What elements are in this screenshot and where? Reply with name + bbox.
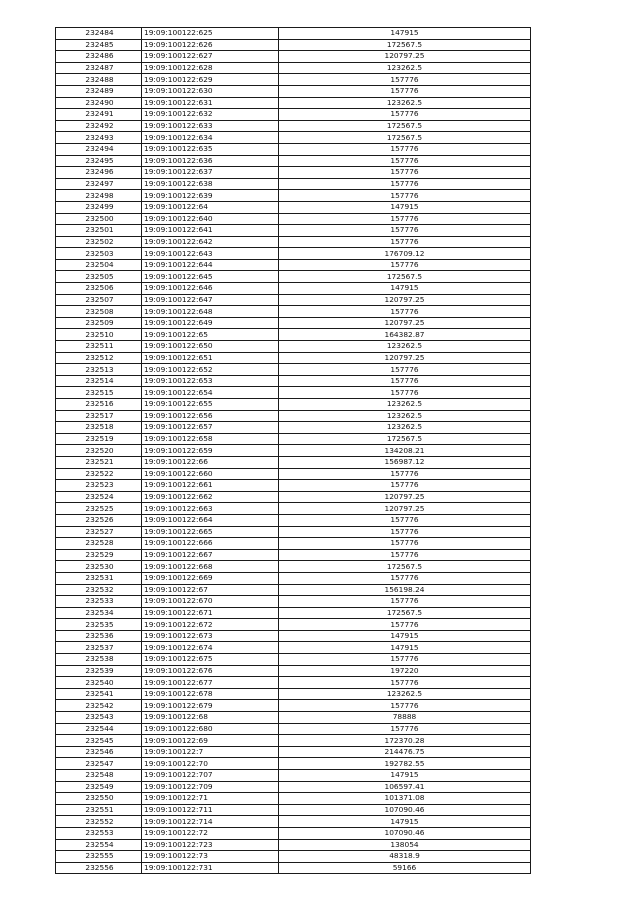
record-id-cell: 232550	[56, 793, 142, 805]
amount-cell: 120797.25	[279, 294, 531, 306]
cadastral-number-cell: 19:09:100122:68	[142, 712, 279, 724]
table-row	[56, 503, 531, 515]
cadastral-number-cell: 19:09:100122:67	[142, 584, 279, 596]
record-id-cell: 232528	[56, 538, 142, 550]
amount-cell: 172370.28	[279, 735, 531, 747]
cadastral-number-cell: 19:09:100122:657	[142, 422, 279, 434]
table-row	[56, 399, 531, 411]
cadastral-number-cell: 19:09:100122:72	[142, 827, 279, 839]
table-row	[56, 839, 531, 851]
record-id-cell: 232491	[56, 109, 142, 121]
table-row	[56, 827, 531, 839]
amount-cell: 157776	[279, 596, 531, 608]
cadastral-number-cell: 19:09:100122:668	[142, 561, 279, 573]
record-id-cell: 232552	[56, 816, 142, 828]
table-row	[56, 341, 531, 353]
amount-cell: 157776	[279, 572, 531, 584]
cadastral-number-cell: 19:09:100122:636	[142, 155, 279, 167]
table-row	[56, 28, 531, 40]
record-id-cell: 232540	[56, 677, 142, 689]
table-row	[56, 584, 531, 596]
cadastral-number-cell: 19:09:100122:64	[142, 201, 279, 213]
amount-cell: 157776	[279, 375, 531, 387]
record-id-cell: 232486	[56, 51, 142, 63]
table-row	[56, 619, 531, 631]
cadastral-number-cell: 19:09:100122:664	[142, 514, 279, 526]
table-row	[56, 758, 531, 770]
table-row	[56, 39, 531, 51]
amount-cell: 123262.5	[279, 97, 531, 109]
record-id-cell: 232532	[56, 584, 142, 596]
record-id-cell: 232514	[56, 375, 142, 387]
table-row	[56, 248, 531, 260]
amount-cell: 123262.5	[279, 688, 531, 700]
record-id-cell: 232484	[56, 28, 142, 40]
record-id-cell: 232493	[56, 132, 142, 144]
amount-cell: 48318.9	[279, 851, 531, 863]
table-row	[56, 410, 531, 422]
cadastral-number-cell: 19:09:100122:656	[142, 410, 279, 422]
table-row	[56, 259, 531, 271]
amount-cell: 147915	[279, 283, 531, 295]
record-id-cell: 232526	[56, 514, 142, 526]
table-row	[56, 630, 531, 642]
table-row	[56, 735, 531, 747]
amount-cell: 172567.5	[279, 433, 531, 445]
amount-cell: 197220	[279, 665, 531, 677]
amount-cell: 157776	[279, 259, 531, 271]
table-row	[56, 433, 531, 445]
amount-cell: 134208.21	[279, 445, 531, 457]
record-id-cell: 232537	[56, 642, 142, 654]
cadastral-number-cell: 19:09:100122:660	[142, 468, 279, 480]
table-row	[56, 364, 531, 376]
record-id-cell: 232556	[56, 862, 142, 874]
table-row	[56, 283, 531, 295]
cadastral-number-cell: 19:09:100122:70	[142, 758, 279, 770]
cadastral-number-cell: 19:09:100122:662	[142, 491, 279, 503]
table-row	[56, 143, 531, 155]
cadastral-number-cell: 19:09:100122:707	[142, 770, 279, 782]
record-id-cell: 232499	[56, 201, 142, 213]
cadastral-number-cell: 19:09:100122:633	[142, 120, 279, 132]
record-id-cell: 232518	[56, 422, 142, 434]
cadastral-number-cell: 19:09:100122:709	[142, 781, 279, 793]
table-row	[56, 352, 531, 364]
amount-cell: 123262.5	[279, 341, 531, 353]
record-id-cell: 232504	[56, 259, 142, 271]
table-row	[56, 375, 531, 387]
cadastral-number-cell: 19:09:100122:66	[142, 456, 279, 468]
record-id-cell: 232517	[56, 410, 142, 422]
amount-cell: 157776	[279, 155, 531, 167]
cadastral-number-cell: 19:09:100122:678	[142, 688, 279, 700]
amount-cell: 120797.25	[279, 503, 531, 515]
record-id-cell: 232544	[56, 723, 142, 735]
record-id-cell: 232503	[56, 248, 142, 260]
cadastral-number-cell: 19:09:100122:645	[142, 271, 279, 283]
table-row	[56, 596, 531, 608]
amount-cell: 172567.5	[279, 132, 531, 144]
amount-cell: 123262.5	[279, 410, 531, 422]
amount-cell: 147915	[279, 630, 531, 642]
table-row	[56, 213, 531, 225]
record-id-cell: 232507	[56, 294, 142, 306]
amount-cell: 176709.12	[279, 248, 531, 260]
cadastral-number-cell: 19:09:100122:643	[142, 248, 279, 260]
cadastral-number-cell: 19:09:100122:665	[142, 526, 279, 538]
cadastral-number-cell: 19:09:100122:675	[142, 654, 279, 666]
table-row	[56, 688, 531, 700]
record-id-cell: 232541	[56, 688, 142, 700]
amount-cell: 107090.46	[279, 827, 531, 839]
record-id-cell: 232551	[56, 804, 142, 816]
amount-cell: 157776	[279, 480, 531, 492]
cadastral-number-cell: 19:09:100122:650	[142, 341, 279, 353]
cadastral-number-cell: 19:09:100122:723	[142, 839, 279, 851]
record-id-cell: 232487	[56, 62, 142, 74]
table-row	[56, 700, 531, 712]
cadastral-number-cell: 19:09:100122:69	[142, 735, 279, 747]
amount-cell: 192782.55	[279, 758, 531, 770]
amount-cell: 120797.25	[279, 491, 531, 503]
cadastral-number-cell: 19:09:100122:634	[142, 132, 279, 144]
record-id-cell: 232490	[56, 97, 142, 109]
record-id-cell: 232547	[56, 758, 142, 770]
record-id-cell: 232521	[56, 456, 142, 468]
table-row	[56, 445, 531, 457]
record-id-cell: 232495	[56, 155, 142, 167]
record-id-cell: 232513	[56, 364, 142, 376]
table-row	[56, 167, 531, 179]
record-id-cell: 232538	[56, 654, 142, 666]
table-row	[56, 816, 531, 828]
record-id-cell: 232530	[56, 561, 142, 573]
cadastral-number-cell: 19:09:100122:654	[142, 387, 279, 399]
amount-cell: 147915	[279, 642, 531, 654]
cadastral-number-cell: 19:09:100122:711	[142, 804, 279, 816]
amount-cell: 157776	[279, 677, 531, 689]
table-row	[56, 677, 531, 689]
cadastral-number-cell: 19:09:100122:671	[142, 607, 279, 619]
record-id-cell: 232535	[56, 619, 142, 631]
cadastral-number-cell: 19:09:100122:648	[142, 306, 279, 318]
record-id-cell: 232496	[56, 167, 142, 179]
cadastral-number-cell: 19:09:100122:669	[142, 572, 279, 584]
cadastral-number-cell: 19:09:100122:651	[142, 352, 279, 364]
amount-cell: 157776	[279, 143, 531, 155]
cadastral-number-cell: 19:09:100122:626	[142, 39, 279, 51]
record-id-cell: 232485	[56, 39, 142, 51]
record-id-cell: 232527	[56, 526, 142, 538]
amount-cell: 157776	[279, 167, 531, 179]
amount-cell: 157776	[279, 74, 531, 86]
record-id-cell: 232542	[56, 700, 142, 712]
record-id-cell: 232546	[56, 746, 142, 758]
record-id-cell: 232548	[56, 770, 142, 782]
amount-cell: 172567.5	[279, 607, 531, 619]
table-row	[56, 387, 531, 399]
table-row	[56, 642, 531, 654]
table-row	[56, 654, 531, 666]
record-id-cell: 232523	[56, 480, 142, 492]
table-row	[56, 271, 531, 283]
amount-cell: 107090.46	[279, 804, 531, 816]
table-row	[56, 306, 531, 318]
record-id-cell: 232488	[56, 74, 142, 86]
cadastral-number-cell: 19:09:100122:647	[142, 294, 279, 306]
table-row	[56, 51, 531, 63]
table-row	[56, 422, 531, 434]
amount-cell: 157776	[279, 85, 531, 97]
table-row	[56, 468, 531, 480]
table-row	[56, 178, 531, 190]
record-id-cell: 232553	[56, 827, 142, 839]
cadastral-number-cell: 19:09:100122:644	[142, 259, 279, 271]
record-id-cell: 232543	[56, 712, 142, 724]
amount-cell: 157776	[279, 723, 531, 735]
record-id-cell: 232515	[56, 387, 142, 399]
cadastral-number-cell: 19:09:100122:653	[142, 375, 279, 387]
amount-cell: 147915	[279, 816, 531, 828]
amount-cell: 172567.5	[279, 39, 531, 51]
cadastral-number-cell: 19:09:100122:670	[142, 596, 279, 608]
cadastral-number-cell: 19:09:100122:640	[142, 213, 279, 225]
amount-cell: 157776	[279, 538, 531, 550]
cadastral-number-cell: 19:09:100122:73	[142, 851, 279, 863]
cadastral-number-cell: 19:09:100122:642	[142, 236, 279, 248]
record-id-cell: 232534	[56, 607, 142, 619]
amount-cell: 157776	[279, 654, 531, 666]
table-row	[56, 665, 531, 677]
table-row	[56, 491, 531, 503]
record-id-cell: 232497	[56, 178, 142, 190]
record-id-cell: 232531	[56, 572, 142, 584]
amount-cell: 157776	[279, 213, 531, 225]
cadastral-number-cell: 19:09:100122:672	[142, 619, 279, 631]
cadastral-number-cell: 19:09:100122:627	[142, 51, 279, 63]
cadastral-number-cell: 19:09:100122:646	[142, 283, 279, 295]
table-row	[56, 236, 531, 248]
cadastral-number-cell: 19:09:100122:65	[142, 329, 279, 341]
record-id-cell: 232555	[56, 851, 142, 863]
record-id-cell: 232511	[56, 341, 142, 353]
table-row	[56, 132, 531, 144]
record-id-cell: 232508	[56, 306, 142, 318]
amount-cell: 157776	[279, 700, 531, 712]
amount-cell: 157776	[279, 225, 531, 237]
cadastral-number-cell: 19:09:100122:625	[142, 28, 279, 40]
cadastral-number-cell: 19:09:100122:677	[142, 677, 279, 689]
cadastral-number-cell: 19:09:100122:655	[142, 399, 279, 411]
amount-cell: 157776	[279, 364, 531, 376]
table-row	[56, 561, 531, 573]
amount-cell: 147915	[279, 201, 531, 213]
amount-cell: 172567.5	[279, 561, 531, 573]
table-row	[56, 190, 531, 202]
table-row	[56, 329, 531, 341]
amount-cell: 106597.41	[279, 781, 531, 793]
cadastral-number-cell: 19:09:100122:632	[142, 109, 279, 121]
record-id-cell: 232539	[56, 665, 142, 677]
record-id-cell: 232516	[56, 399, 142, 411]
amount-cell: 123262.5	[279, 399, 531, 411]
table-row	[56, 723, 531, 735]
record-id-cell: 232509	[56, 317, 142, 329]
table-body	[56, 28, 531, 874]
cadastral-number-cell: 19:09:100122:661	[142, 480, 279, 492]
record-id-cell: 232533	[56, 596, 142, 608]
amount-cell: 157776	[279, 178, 531, 190]
amount-cell: 172567.5	[279, 271, 531, 283]
record-id-cell: 232522	[56, 468, 142, 480]
record-id-cell: 232498	[56, 190, 142, 202]
amount-cell: 157776	[279, 190, 531, 202]
table-row	[56, 456, 531, 468]
amount-cell: 156198.24	[279, 584, 531, 596]
record-id-cell: 232510	[56, 329, 142, 341]
table-row	[56, 109, 531, 121]
amount-cell: 157776	[279, 514, 531, 526]
amount-cell: 123262.5	[279, 62, 531, 74]
amount-cell: 157776	[279, 619, 531, 631]
cadastral-number-cell: 19:09:100122:649	[142, 317, 279, 329]
amount-cell: 214476.75	[279, 746, 531, 758]
cadastral-number-cell: 19:09:100122:676	[142, 665, 279, 677]
amount-cell: 147915	[279, 28, 531, 40]
record-id-cell: 232512	[56, 352, 142, 364]
record-id-cell: 232502	[56, 236, 142, 248]
cadastral-number-cell: 19:09:100122:714	[142, 816, 279, 828]
amount-cell: 147915	[279, 770, 531, 782]
amount-cell: 164382.87	[279, 329, 531, 341]
amount-cell: 157776	[279, 236, 531, 248]
cadastral-number-cell: 19:09:100122:639	[142, 190, 279, 202]
record-id-cell: 232500	[56, 213, 142, 225]
amount-cell: 157776	[279, 526, 531, 538]
table-row	[56, 317, 531, 329]
table-row	[56, 74, 531, 86]
table-row	[56, 770, 531, 782]
amount-cell: 120797.25	[279, 352, 531, 364]
amount-cell: 156987.12	[279, 456, 531, 468]
record-id-cell: 232506	[56, 283, 142, 295]
table-row	[56, 538, 531, 550]
cadastral-number-cell: 19:09:100122:663	[142, 503, 279, 515]
table-row	[56, 62, 531, 74]
record-id-cell: 232519	[56, 433, 142, 445]
table-row	[56, 793, 531, 805]
cadastral-number-cell: 19:09:100122:631	[142, 97, 279, 109]
record-id-cell: 232489	[56, 85, 142, 97]
cadastral-number-cell: 19:09:100122:674	[142, 642, 279, 654]
cadastral-number-cell: 19:09:100122:629	[142, 74, 279, 86]
record-id-cell: 232529	[56, 549, 142, 561]
cadastral-number-cell: 19:09:100122:680	[142, 723, 279, 735]
record-id-cell: 232554	[56, 839, 142, 851]
record-id-cell: 232549	[56, 781, 142, 793]
table-row	[56, 201, 531, 213]
table-row	[56, 120, 531, 132]
amount-cell: 157776	[279, 387, 531, 399]
table-row	[56, 294, 531, 306]
table-row	[56, 526, 531, 538]
table-row	[56, 480, 531, 492]
record-id-cell: 232524	[56, 491, 142, 503]
amount-cell: 101371.08	[279, 793, 531, 805]
table-row	[56, 862, 531, 874]
table-row	[56, 572, 531, 584]
cadastral-number-cell: 19:09:100122:667	[142, 549, 279, 561]
cadastral-number-cell: 19:09:100122:666	[142, 538, 279, 550]
record-id-cell: 232536	[56, 630, 142, 642]
table-row	[56, 607, 531, 619]
amount-cell: 138054	[279, 839, 531, 851]
amount-cell: 157776	[279, 109, 531, 121]
amount-cell: 157776	[279, 306, 531, 318]
amount-cell: 157776	[279, 549, 531, 561]
amount-cell: 157776	[279, 468, 531, 480]
cadastral-number-cell: 19:09:100122:731	[142, 862, 279, 874]
table-row	[56, 549, 531, 561]
table-row	[56, 746, 531, 758]
cadastral-number-cell: 19:09:100122:630	[142, 85, 279, 97]
cadastral-number-cell: 19:09:100122:641	[142, 225, 279, 237]
cadastral-number-cell: 19:09:100122:652	[142, 364, 279, 376]
cadastral-number-cell: 19:09:100122:7	[142, 746, 279, 758]
cadastral-number-cell: 19:09:100122:659	[142, 445, 279, 457]
cadastral-number-cell: 19:09:100122:628	[142, 62, 279, 74]
amount-cell: 120797.25	[279, 317, 531, 329]
record-id-cell: 232520	[56, 445, 142, 457]
amount-cell: 78888	[279, 712, 531, 724]
cadastral-number-cell: 19:09:100122:637	[142, 167, 279, 179]
record-id-cell: 232492	[56, 120, 142, 132]
table-row	[56, 781, 531, 793]
table-row	[56, 85, 531, 97]
data-table	[55, 27, 531, 874]
cadastral-number-cell: 19:09:100122:679	[142, 700, 279, 712]
table-row	[56, 155, 531, 167]
record-id-cell: 232525	[56, 503, 142, 515]
cadastral-number-cell: 19:09:100122:635	[142, 143, 279, 155]
table-row	[56, 712, 531, 724]
amount-cell: 120797.25	[279, 51, 531, 63]
amount-cell: 172567.5	[279, 120, 531, 132]
record-id-cell: 232545	[56, 735, 142, 747]
cadastral-number-cell: 19:09:100122:673	[142, 630, 279, 642]
table-row	[56, 804, 531, 816]
record-id-cell: 232505	[56, 271, 142, 283]
table-row	[56, 514, 531, 526]
amount-cell: 59166	[279, 862, 531, 874]
amount-cell: 123262.5	[279, 422, 531, 434]
cadastral-number-cell: 19:09:100122:71	[142, 793, 279, 805]
table-row	[56, 851, 531, 863]
cadastral-number-cell: 19:09:100122:638	[142, 178, 279, 190]
record-id-cell: 232501	[56, 225, 142, 237]
table-row	[56, 97, 531, 109]
record-id-cell: 232494	[56, 143, 142, 155]
cadastral-number-cell: 19:09:100122:658	[142, 433, 279, 445]
table-row	[56, 225, 531, 237]
